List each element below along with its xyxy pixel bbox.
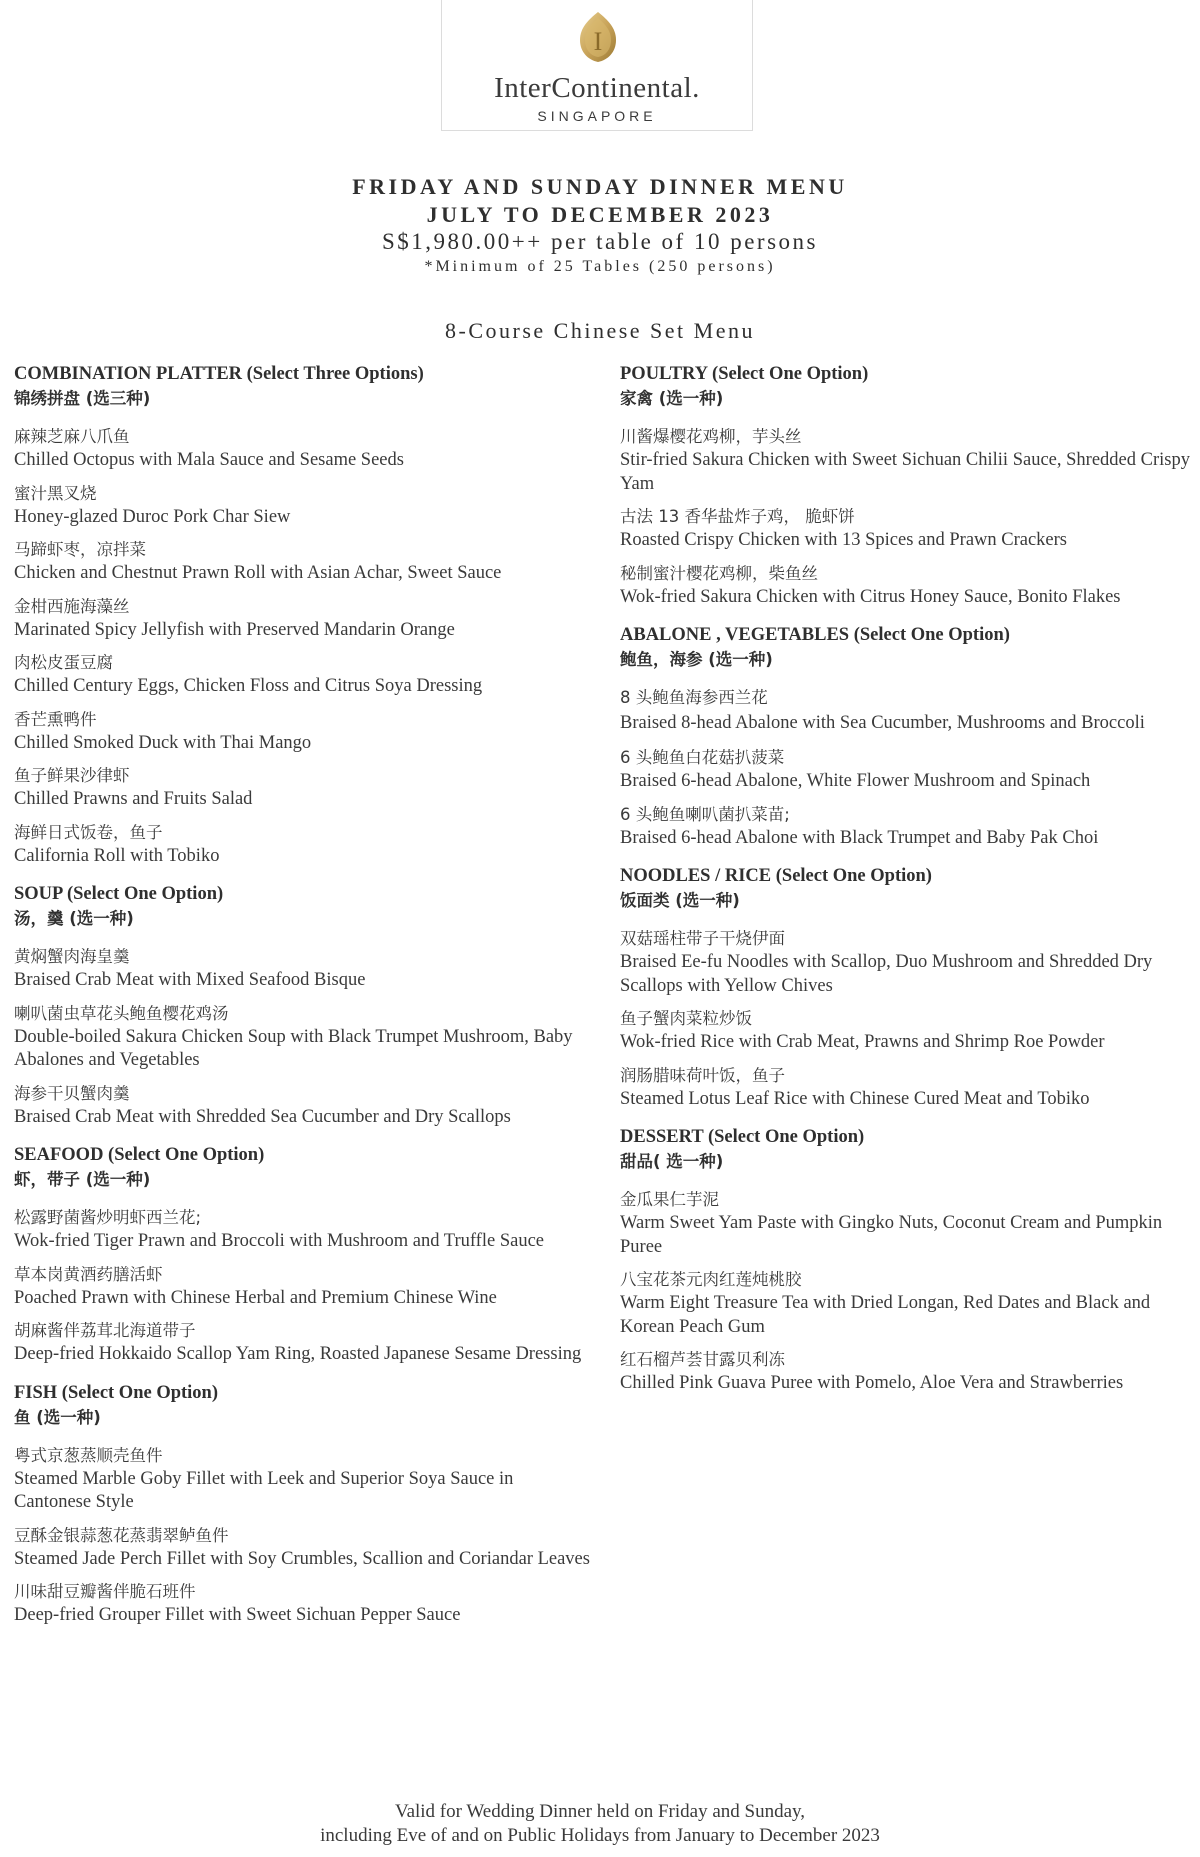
section-poultry xyxy=(620,362,1200,609)
dish-name-zh: 古法 13 香华盐炸子鸡， 脆虾饼 xyxy=(620,507,855,526)
dish-name-zh: 黄焖蟹肉海皇羹 xyxy=(14,947,130,966)
section-title-en: SEAFOOD (Select One Option) xyxy=(14,1145,265,1165)
dish-name-en: Chilled Octopus with Mala Sauce and Sesame Seeds xyxy=(14,450,404,470)
dish-name-zh: 麻辣芝麻八爪鱼 xyxy=(14,427,130,446)
dish-name-en: Steamed Lotus Leaf Rice with Chinese Cured Meat and Tobiko xyxy=(620,1088,1090,1109)
dish-name-zh: 肉松皮蛋豆腐 xyxy=(14,653,113,672)
dish-item xyxy=(14,1319,594,1367)
dish-name-en: Wok-fried Tiger Prawn and Broccoli with Mushroom and Truffle Sauce xyxy=(14,1231,544,1251)
dish-name-en: Steamed Jade Perch Fillet with Soy Crumbles, Scallion and Coriandar Leaves xyxy=(14,1548,590,1569)
dish-item xyxy=(14,425,594,473)
dish-item xyxy=(620,927,1200,998)
dish-name-en: Marinated Spicy Jellyfish with Preserved Mandarin Orange xyxy=(14,619,455,640)
dish-item xyxy=(620,505,1200,553)
dish-name-zh: 川酱爆樱花鸡柳，芋头丝 xyxy=(620,427,802,446)
dish-name-zh: 豆酥金银蒜葱花蒸翡翠鲈鱼件 xyxy=(14,1525,229,1545)
section-fish xyxy=(14,1381,594,1628)
menu-column-right xyxy=(620,362,1200,1410)
section-title-zh: 饭面类 (选一种) xyxy=(620,891,740,910)
section-title-en: SOUP (Select One Option) xyxy=(14,884,224,904)
dish-name-en: Stir-fried Sakura Chicken with Sweet Sichuan Chilii Sauce, Shredded Crispy Yam xyxy=(620,450,1190,494)
dish-item xyxy=(620,1007,1200,1055)
dish-item xyxy=(620,746,1200,794)
dish-name-zh: 8 头鲍鱼海参西兰花 xyxy=(620,688,768,707)
dish-name-en: Wok-fried Sakura Chicken with Citrus Honey Sauce, Bonito Flakes xyxy=(620,586,1121,607)
section-title-en: NOODLES / RICE (Select One Option) xyxy=(620,866,932,886)
dish-name-en: Braised 6-head Abalone, White Flower Mushroom and Spinach xyxy=(620,771,1091,791)
section-combination-platter xyxy=(14,362,594,868)
dish-name-en: Deep-fried Hokkaido Scallop Yam Ring, Roasted Japanese Sesame Dressing xyxy=(14,1344,582,1364)
dish-item xyxy=(14,821,594,869)
dish-name-en: Braised Crab Meat with Mixed Seafood Bisque xyxy=(14,970,366,990)
section-dessert xyxy=(620,1125,1200,1396)
dish-name-zh: 金瓜果仁芋泥 xyxy=(620,1190,719,1209)
section-title-zh: 鱼 (选一种) xyxy=(14,1407,101,1427)
svg-text:I: I xyxy=(593,27,603,56)
dish-item xyxy=(14,651,594,699)
section-title-zh: 汤，羹 (选一种) xyxy=(14,909,134,928)
section-title-en: FISH (Select One Option) xyxy=(14,1382,219,1403)
hotel-location: SINGAPORE xyxy=(537,108,657,124)
dish-item xyxy=(620,803,1200,851)
dish-name-zh: 金柑西施海藻丝 xyxy=(14,596,130,616)
minimum-tables-note: *Minimum of 25 Tables (250 persons) xyxy=(424,258,776,275)
dish-name-en: Deep-fried Grouper Fillet with Sweet Sichuan Pepper Sauce xyxy=(14,1605,461,1625)
dish-item xyxy=(620,425,1200,496)
dish-item xyxy=(620,1064,1200,1112)
dish-name-zh: 鱼子鲜果沙律虾 xyxy=(14,766,130,785)
menu-title: FRIDAY AND SUNDAY DINNER MENU xyxy=(352,174,848,199)
dish-name-en: Braised 8-head Abalone with Sea Cucumber, Mushrooms and Broccoli xyxy=(620,713,1145,733)
dish-name-zh: 鱼子蟹肉菜粒炒饭 xyxy=(620,1009,752,1028)
dish-item xyxy=(620,1268,1200,1339)
section-title-zh: 鲍鱼，海参 (选一种) xyxy=(620,650,773,669)
dish-name-zh: 润肠腊味荷叶饭，鱼子 xyxy=(620,1065,785,1085)
dish-item xyxy=(14,1263,594,1311)
dish-item xyxy=(14,1444,594,1515)
dish-name-en: Double-boiled Sakura Chicken Soup with Black Trumpet Mushroom, Baby Abalones and Vegetables xyxy=(14,1026,573,1070)
dish-name-zh: 香芒熏鸭件 xyxy=(14,709,97,729)
validity-line-1: Valid for Wedding Dinner held on Friday and Sunday, xyxy=(394,1801,806,1822)
dish-name-en: Braised Crab Meat with Shredded Sea Cucumber and Dry Scallops xyxy=(14,1106,511,1127)
dish-name-zh: 喇叭菌虫草花头鲍鱼樱花鸡汤 xyxy=(14,1003,229,1023)
dish-item xyxy=(14,945,594,993)
section-title-en: ABALONE , VEGETABLES (Select One Option) xyxy=(620,625,1010,645)
dish-name-zh: 秘制蜜汁樱花鸡柳，柴鱼丝 xyxy=(620,563,818,583)
section-title-en: DESSERT (Select One Option) xyxy=(620,1127,865,1147)
dish-name-zh: 红石榴芦荟甘露贝利冻 xyxy=(620,1350,785,1369)
dish-name-en: Chilled Smoked Duck with Thai Mango xyxy=(14,732,312,753)
dish-name-en: Chilled Prawns and Fruits Salad xyxy=(14,789,253,809)
section-title-zh: 甜品( 选一种) xyxy=(620,1152,724,1171)
section-title-en: POULTRY (Select One Option) xyxy=(620,364,869,384)
dish-item xyxy=(14,764,594,812)
dish-name-en: Wok-fried Rice with Crab Meat, Prawns and Shrimp Roe Powder xyxy=(620,1032,1105,1052)
dish-name-zh: 双菇瑶柱带子干烧伊面 xyxy=(620,929,785,948)
section-title-zh: 锦绣拼盘 (选三种) xyxy=(14,389,151,408)
dish-item xyxy=(14,538,594,586)
dish-item xyxy=(14,1524,594,1572)
dish-name-zh: 马蹄虾枣，凉拌菜 xyxy=(14,540,146,559)
dish-name-zh: 粤式京葱蒸顺壳鱼件 xyxy=(14,1445,163,1465)
section-seafood xyxy=(14,1143,594,1367)
dish-name-zh: 草本岗黄酒药膳活虾 xyxy=(14,1264,163,1284)
section-title-zh: 家禽 (选一种) xyxy=(620,389,724,408)
dish-item xyxy=(14,1580,594,1628)
dish-name-en: Steamed Marble Goby Fillet with Leek and Superior Soya Sauce in Cantonese Style xyxy=(14,1468,514,1512)
dish-name-zh: 松露野菌酱炒明虾西兰花; xyxy=(14,1208,202,1227)
section-abalone-vegetables xyxy=(620,623,1200,850)
hotel-name: InterContinental. xyxy=(494,72,700,104)
dish-item xyxy=(620,1348,1200,1396)
dish-item xyxy=(14,708,594,756)
section-title-zh: 虾，带子 (选一种) xyxy=(14,1170,151,1189)
dish-name-en: Honey-glazed Duroc Pork Char Siew xyxy=(14,506,291,527)
menu-column-left xyxy=(14,362,594,1642)
menu-period: JULY TO DECEMBER 2023 xyxy=(426,202,774,227)
dish-name-en: California Roll with Tobiko xyxy=(14,845,220,866)
section-title-en: COMBINATION PLATTER (Select Three Options) xyxy=(14,364,424,384)
dish-item xyxy=(620,686,1200,737)
section-noodles-rice xyxy=(620,864,1200,1111)
section-soup xyxy=(14,882,594,1129)
dish-name-en: Chilled Century Eggs, Chicken Floss and Citrus Soya Dressing xyxy=(14,676,483,696)
dish-name-zh: 蜜汁黑叉烧 xyxy=(14,483,97,503)
dish-name-en: Chilled Pink Guava Puree with Pomelo, Aloe Vera and Strawberries xyxy=(620,1373,1124,1393)
menu-price: S$1,980.00++ per table of 10 persons xyxy=(382,229,818,254)
dish-name-zh: 胡麻酱伴荔茸北海道带子 xyxy=(14,1321,196,1340)
intercontinental-emblem-icon xyxy=(578,10,618,64)
dish-name-zh: 海鲜日式饭卷，鱼子 xyxy=(14,822,163,842)
hotel-logo xyxy=(441,0,753,131)
dish-item xyxy=(620,562,1200,610)
dish-name-en: Poached Prawn with Chinese Herbal and Premium Chinese Wine xyxy=(14,1287,497,1308)
dish-name-zh: 6 头鲍鱼喇叭菌扒菜苗; xyxy=(620,804,790,824)
dish-item xyxy=(14,1002,594,1073)
dish-name-zh: 川味甜豆瓣酱伴脆石班件 xyxy=(14,1582,196,1601)
validity-note xyxy=(0,1800,1200,1848)
dish-name-en: Warm Eight Treasure Tea with Dried Longan, Red Dates and Black and Korean Peach Gum xyxy=(620,1293,1151,1337)
dish-name-en: Braised 6-head Abalone with Black Trumpet and Baby Pak Choi xyxy=(620,827,1099,848)
dish-item xyxy=(14,1082,594,1130)
dish-item xyxy=(14,482,594,530)
validity-line-2: including Eve of and on Public Holidays from January to December 2023 xyxy=(320,1825,880,1846)
dish-item xyxy=(620,1188,1200,1259)
dish-name-en: Chicken and Chestnut Prawn Roll with Asian Achar, Sweet Sauce xyxy=(14,563,502,583)
dish-item xyxy=(14,1206,594,1254)
dish-name-zh: 八宝花茶元肉红莲炖桃胶 xyxy=(620,1270,802,1289)
dish-name-en: Braised Ee-fu Noodles with Scallop, Duo Mushroom and Shredded Dry Scallops with Yellow Chives xyxy=(620,952,1153,996)
dish-name-en: Warm Sweet Yam Paste with Gingko Nuts, Coconut Cream and Pumpkin Puree xyxy=(620,1213,1163,1257)
dish-name-zh: 海参干贝蟹肉羹 xyxy=(14,1083,130,1103)
course-subtitle: 8-Course Chinese Set Menu xyxy=(445,318,755,343)
dish-item xyxy=(14,595,594,643)
dish-name-zh: 6 头鲍鱼白花菇扒菠菜 xyxy=(620,748,785,767)
dish-name-en: Roasted Crispy Chicken with 13 Spices and Prawn Crackers xyxy=(620,530,1068,550)
